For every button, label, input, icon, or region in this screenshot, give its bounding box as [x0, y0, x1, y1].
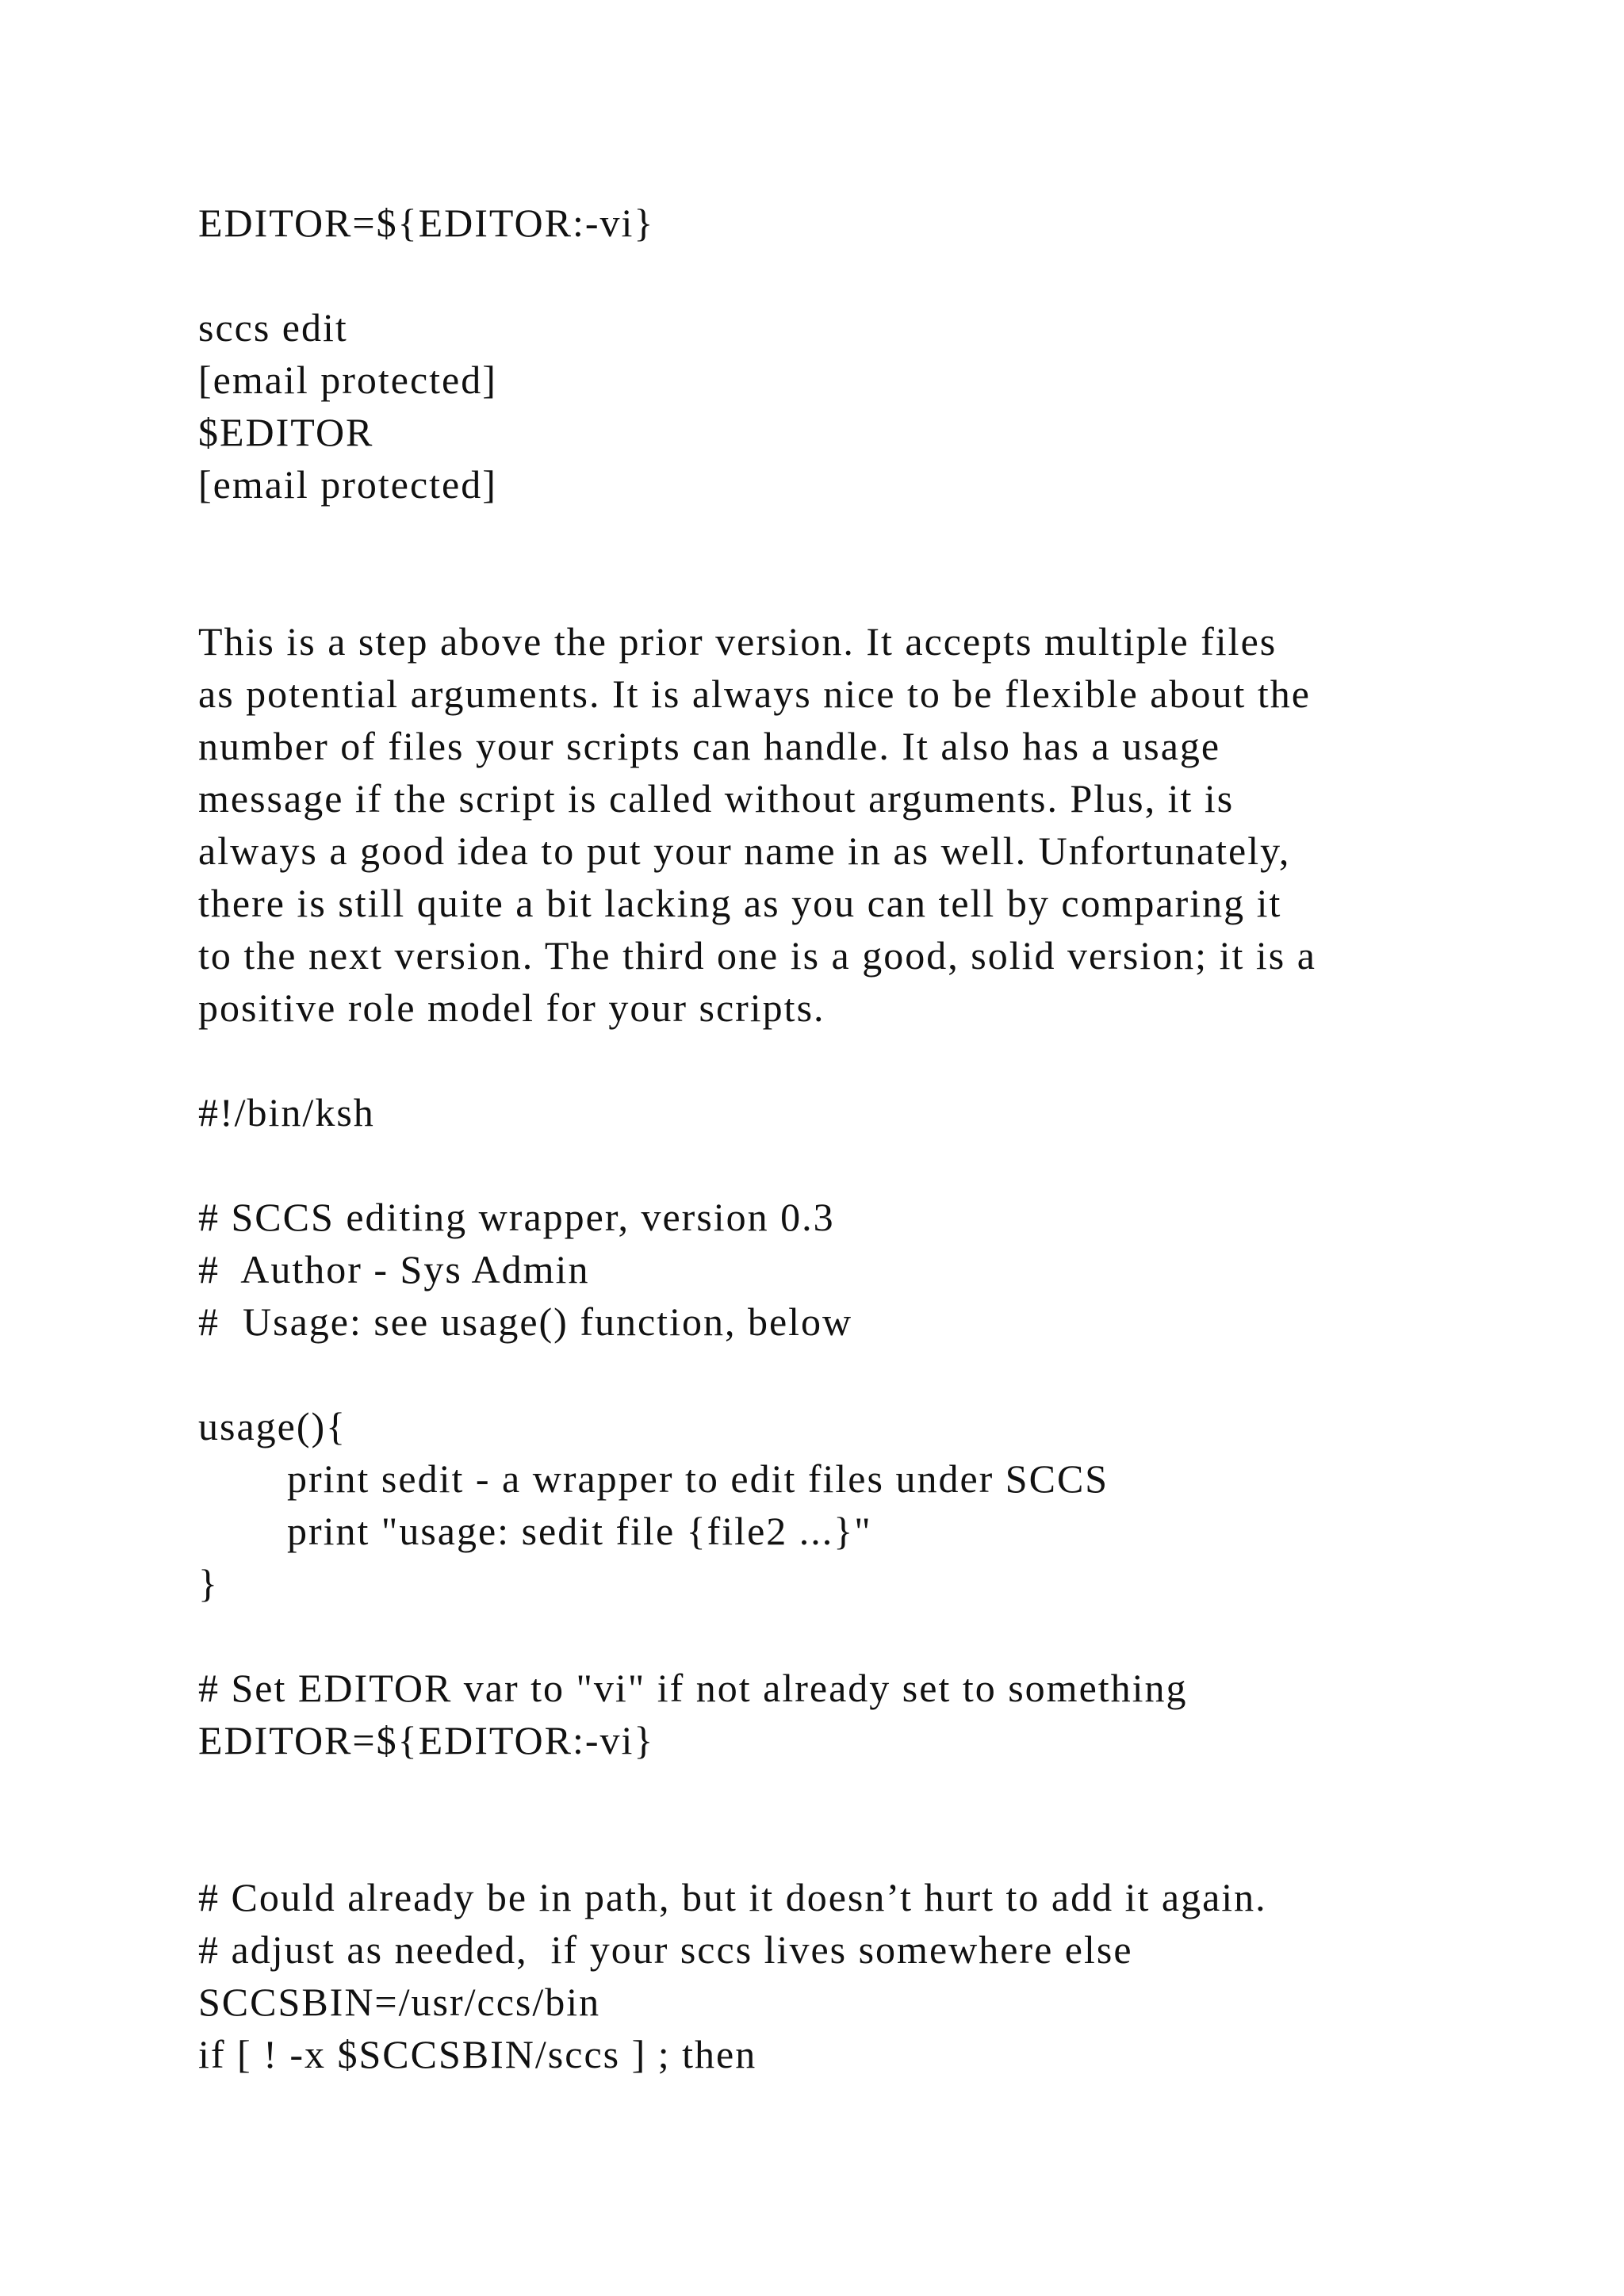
paragraph-line: positive role model for your scripts. — [198, 985, 825, 1030]
code-line: #!/bin/ksh — [198, 1090, 375, 1135]
code-comment-line: # adjust as needed, if your sccs lives somewhere else — [198, 1927, 1133, 1972]
code-comment-line: # SCCS editing wrapper, version 0.3 — [198, 1195, 835, 1239]
code-comment-line: # Author - Sys Admin — [198, 1247, 590, 1292]
code-comment-line: # Set EDITOR var to "vi" if not already set to something — [198, 1666, 1188, 1710]
code-line: print sedit - a wrapper to edit files under SCCS — [287, 1456, 1109, 1501]
code-line: $EDITOR — [198, 410, 374, 454]
paragraph-line: always a good idea to put your name in as well. Unfortunately, — [198, 828, 1291, 873]
paragraph-line: message if the script is called without arguments. Plus, it is — [198, 776, 1235, 821]
code-line: [email protected] — [198, 462, 497, 507]
code-line: EDITOR=${EDITOR:-vi} — [198, 201, 655, 245]
code-line: usage(){ — [198, 1404, 347, 1448]
paragraph-line: there is still quite a bit lacking as you can tell by comparing it — [198, 881, 1282, 925]
code-comment-line: # Usage: see usage() function, below — [198, 1299, 853, 1344]
paragraph-line: as potential arguments. It is always nice to be flexible about the — [198, 672, 1311, 716]
paragraph-line: to the next version. The third one is a good, solid version; it is a — [198, 933, 1316, 978]
code-line: } — [198, 1561, 219, 1605]
code-line: if [ ! -x $SCCSBIN/sccs ] ; then — [198, 2032, 757, 2076]
paragraph-line: This is a step above the prior version. It accepts multiple files — [198, 619, 1277, 664]
code-line: SCCSBIN=/usr/ccs/bin — [198, 1980, 601, 2024]
code-comment-line: # Could already be in path, but it doesn’t hurt to add it again. — [198, 1875, 1267, 1919]
code-line: EDITOR=${EDITOR:-vi} — [198, 1718, 655, 1762]
code-line: sccs edit — [198, 305, 348, 350]
code-line: [email protected] — [198, 358, 497, 402]
code-line: print "usage: sedit file {file2 ...}" — [287, 1509, 872, 1553]
paragraph-line: number of files your scripts can handle. It also has a usage — [198, 724, 1221, 768]
